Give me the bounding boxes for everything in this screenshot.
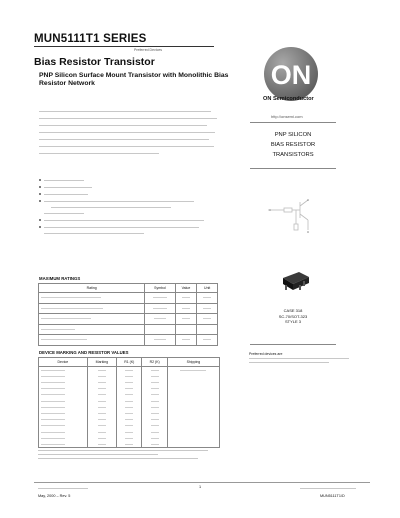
marking-table bbox=[38, 357, 220, 448]
document-subtitle: PNP Silicon Surface Mount Transistor with Monolithic Bias Resistor Network bbox=[39, 72, 229, 88]
table-row bbox=[39, 303, 218, 314]
preferred-note-lines bbox=[249, 358, 349, 366]
table-row bbox=[39, 335, 218, 346]
preferred-devices-note: Preferred devices are bbox=[249, 352, 283, 356]
sot323-package-icon bbox=[279, 268, 311, 298]
list-item bbox=[39, 193, 209, 195]
table-header: R2 (K) bbox=[142, 358, 167, 367]
max-ratings-heading: MAXIMUM RATINGS bbox=[39, 276, 81, 281]
intro-paragraph bbox=[39, 111, 219, 160]
series-title: MUN5111T1 SERIES bbox=[34, 33, 147, 45]
list-item bbox=[39, 179, 209, 181]
list-item bbox=[44, 233, 209, 234]
device-marking-heading: DEVICE MARKING AND RESISTOR VALUES bbox=[39, 350, 129, 355]
table-header: Shipping bbox=[167, 358, 219, 367]
title-rule bbox=[34, 46, 214, 47]
table-notes bbox=[38, 450, 218, 462]
list-item bbox=[39, 200, 209, 202]
table-row bbox=[39, 293, 218, 304]
document-title: Bias Resistor Transistor bbox=[34, 56, 155, 68]
transistor-schematic-icon bbox=[264, 198, 324, 244]
divider bbox=[250, 168, 336, 169]
ratings-table bbox=[38, 283, 218, 346]
footer-copyright bbox=[38, 486, 88, 490]
list-item bbox=[39, 226, 209, 228]
product-line-2: BIAS RESISTOR bbox=[270, 142, 316, 148]
divider bbox=[250, 122, 336, 123]
preferred-devices-label: Preferred Devices bbox=[134, 48, 163, 52]
product-line-3: TRANSISTORS bbox=[272, 152, 314, 158]
table-row bbox=[39, 441, 220, 448]
footer-date: May, 2000 – Rev. 5 bbox=[38, 494, 71, 498]
list-item bbox=[44, 213, 209, 214]
company-url[interactable]: http://onsemi.com bbox=[271, 114, 303, 119]
publication-number: MUN5111T1/D bbox=[320, 494, 345, 498]
table-header: Unit bbox=[197, 284, 218, 293]
footer-rule bbox=[34, 482, 370, 483]
product-line-1: PNP SILICON bbox=[274, 132, 312, 138]
case-line-2: SC-70/SOT-323 bbox=[278, 313, 308, 319]
table-header: Value bbox=[175, 284, 197, 293]
list-item bbox=[39, 219, 209, 221]
table-row bbox=[39, 314, 218, 325]
divider bbox=[250, 344, 336, 345]
company-name: ON Semiconductor bbox=[263, 96, 314, 102]
product-line-box bbox=[258, 130, 328, 160]
table-header: Rating bbox=[39, 284, 145, 293]
case-info bbox=[263, 308, 323, 325]
feature-list bbox=[39, 179, 209, 239]
list-item bbox=[51, 207, 209, 208]
footer-order-label bbox=[300, 486, 356, 490]
table-row bbox=[39, 324, 218, 335]
case-line-1: CASE 318 bbox=[283, 308, 303, 313]
table-header: Device bbox=[39, 358, 88, 367]
table-header: Symbol bbox=[145, 284, 175, 293]
logo-text: ON bbox=[270, 60, 312, 90]
table-header: R1 (K) bbox=[117, 358, 142, 367]
page-number: 1 bbox=[199, 485, 202, 489]
case-line-3: STYLE 3 bbox=[284, 319, 301, 324]
list-item bbox=[39, 186, 209, 188]
table-row bbox=[39, 367, 220, 374]
table-header: Marking bbox=[87, 358, 116, 367]
